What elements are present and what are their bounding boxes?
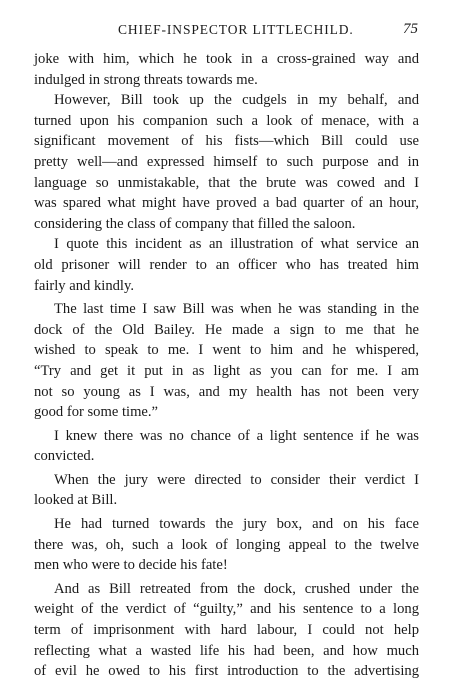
text-line: I quote this incident as an illustration of what service an [54,236,419,253]
text-line: looked at Bill. [34,492,118,509]
text-line: pretty well—and expressed himself to such purpose and in [34,153,419,170]
text-line: And as Bill retreated from the dock, crushed under the [54,580,419,597]
text-line: language so unmistakable, that the brute was cowed and I [34,174,419,191]
text-line: “Try and get it put in as light as you can for me. I am [34,362,419,379]
text-line: The last time I saw Bill was when he was standing in the [54,301,419,318]
text-line: not so young as I was, and my health has not been very [34,383,419,400]
text-line: wished to speak to me. I went to him and he whispered, [34,342,419,359]
text-line: was spared what might have proved a bad quarter of an hour, [34,195,419,212]
text-line: term of imprisonment with hard labour, I could not help [34,622,419,639]
text-line: However, Bill took up the cudgels in my behalf, and [54,92,419,109]
text-line: indulged in strong threats towards me. [34,71,258,88]
text-line: fairly and kindly. [34,277,134,294]
text-line: reflecting what a wasted life his had been, and how much [34,642,419,659]
paragraph [34,514,419,576]
paragraph [34,426,419,467]
text-line: old prisoner will render to an officer who has treated him [34,256,419,273]
paragraph [34,234,419,296]
text-line: joke with him, which he took in a cross-grained way and [34,51,419,67]
text-line: weight of the verdict of “guilty,” and his sentence to a long [34,601,419,618]
running-head [118,22,418,42]
paragraph [34,470,419,511]
text-line: dock of the Old Bailey. He made a sign to me that he [34,321,419,338]
text-line: When the jury were directed to consider their verdict I [54,471,419,488]
text-line: I knew there was no chance of a light sentence if he was [54,427,419,444]
paragraph [34,49,419,90]
paragraph [34,299,419,423]
text-line: good for some time.” [34,404,159,421]
paragraph [34,90,419,234]
text-line: considering the class of company that filled the saloon. [34,215,356,232]
text-line: He had turned towards the jury box, and on his face [54,516,419,533]
text-line: of evil he owed to his first introduction to the advertising [34,663,419,680]
page-number: 75 [403,21,418,37]
body-text [34,49,419,682]
text-line: significant movement of his fists—which Bill could use [34,133,419,150]
running-head-title: CHIEF-INSPECTOR LITTLECHILD. [118,22,354,37]
paragraph [34,579,419,682]
text-line: convicted. [34,448,95,465]
text-line: men who were to decide his fate! [34,557,228,574]
text-line: turned upon his companion such a look of menace, with a [34,112,419,129]
text-line: there was, oh, such a look of longing appeal to the twelve [34,536,419,553]
